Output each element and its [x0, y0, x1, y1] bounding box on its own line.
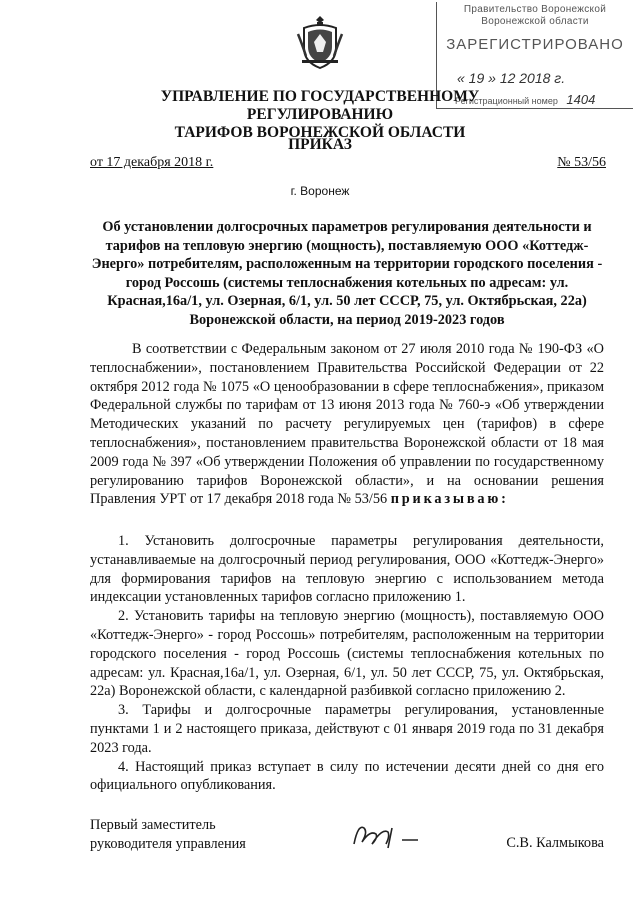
coat-of-arms-emblem	[296, 12, 344, 70]
signatory-title-line-2: руководителя управления	[90, 836, 246, 852]
stamp-reg-value: 1404	[566, 92, 596, 107]
signatory-name: С.В. Калмыкова	[506, 835, 604, 851]
handwritten-signature	[348, 818, 428, 854]
preamble	[90, 340, 604, 509]
order-item-4: 4. Настоящий приказ вступает в силу по истечении десяти дней со дня его официального опубликования.	[90, 758, 604, 794]
stamp-line-1: Правительство Воронежской	[463, 4, 607, 15]
order-item-3: 3. Тарифы и долгосрочные параметры регулирования, установленные пунктами 1 и 2 настоящего приказа, действуют с 01 января 2019 года по 31 декабря 2023 года.	[90, 702, 604, 756]
order-item-2: 2. Установить тарифы на тепловую энергию (мощность), поставляемую ООО «Коттедж-Энерго» - город Россошь» потребителям, расположенным на территории городского поселения - город Россошь (системы теплоснабжения котельных по адресам: ул. Красная,16а/1, ул. Озерная, 6/1, ул. 50 лет СССР, 75, ул. Октябрьская, 22а) Воронежской области, с календарной разбивкой согласно приложению 2.	[90, 608, 604, 700]
signatory-title-line-1: Первый заместитель	[90, 817, 216, 833]
order-subject: Об установлении долгосрочных параметров регулирования деятельности и тарифов на тепловую энергию (мощность), поставляемую ООО «Коттедж-Энерго» потребителям, расположенным на территории городского поселения - город Россошь (системы теплоснабжения котельных по адресам: ул. Красная,16а/1, ул. Озерная, 6/1, ул. 50 лет СССР, 75, ул. Октябрьская, 22а) Воронежской области, на период 2019-2023 годов	[91, 219, 603, 328]
order-word: приказываю:	[390, 491, 509, 508]
order-items	[90, 532, 604, 795]
stamp-reg-label: Регистрационный номер	[455, 96, 558, 106]
order-item-1: 1. Установить долгосрочные параметры регулирования деятельности, устанавливаемые на долгосрочный период регулирования, ООО «Коттедж-Энерго» для формирования тарифов на тепловую энергию с использованием метода индексации установленных тарифов согласно приложению 1.	[90, 533, 604, 606]
preamble-text: В соответствии с Федеральным законом от 27 июля 2010 года № 190-ФЗ «О теплоснабжении», постановлением Правительства Российской Федерации от 22 октября 2012 года № 1075 «О ценообразовании в сфере теплоснабжения», приказом Федеральной службы по тарифам от 13 июня 2013 года № 760-э «Об утверждении Методических указаний по расчету регулируемых цен (тарифов) в сфере теплоснабжения», постановлением правительства Воронежской области от 18 мая 2009 года № 397 «Об утверждении Положения об управлении по государственному регулированию тарифов Воронежской области», и на основании решения Правления УРТ от 17 декабря 2018 года № 53/56	[90, 341, 604, 508]
organization-line-2: ТАРИФОВ ВОРОНЕЖСКОЙ ОБЛАСТИ	[174, 124, 466, 141]
organization-line-1: УПРАВЛЕНИЕ ПО ГОСУДАРСТВЕННОМУ РЕГУЛИРОВАНИЮ	[160, 88, 480, 123]
signatory-title	[90, 816, 246, 854]
city: г. Воронеж	[290, 184, 350, 198]
order-number: № 53/56	[557, 155, 606, 170]
stamp-date: « 19 » 12 2018 г.	[457, 70, 566, 86]
stamp-line-2: Воронежской области	[481, 16, 589, 27]
order-date: от 17 декабря 2018 г.	[90, 155, 214, 170]
document-type: ПРИКАЗ	[288, 136, 352, 153]
organization-name	[90, 88, 550, 142]
stamp-registered: ЗАРЕГИСТРИРОВАНО	[446, 36, 624, 53]
